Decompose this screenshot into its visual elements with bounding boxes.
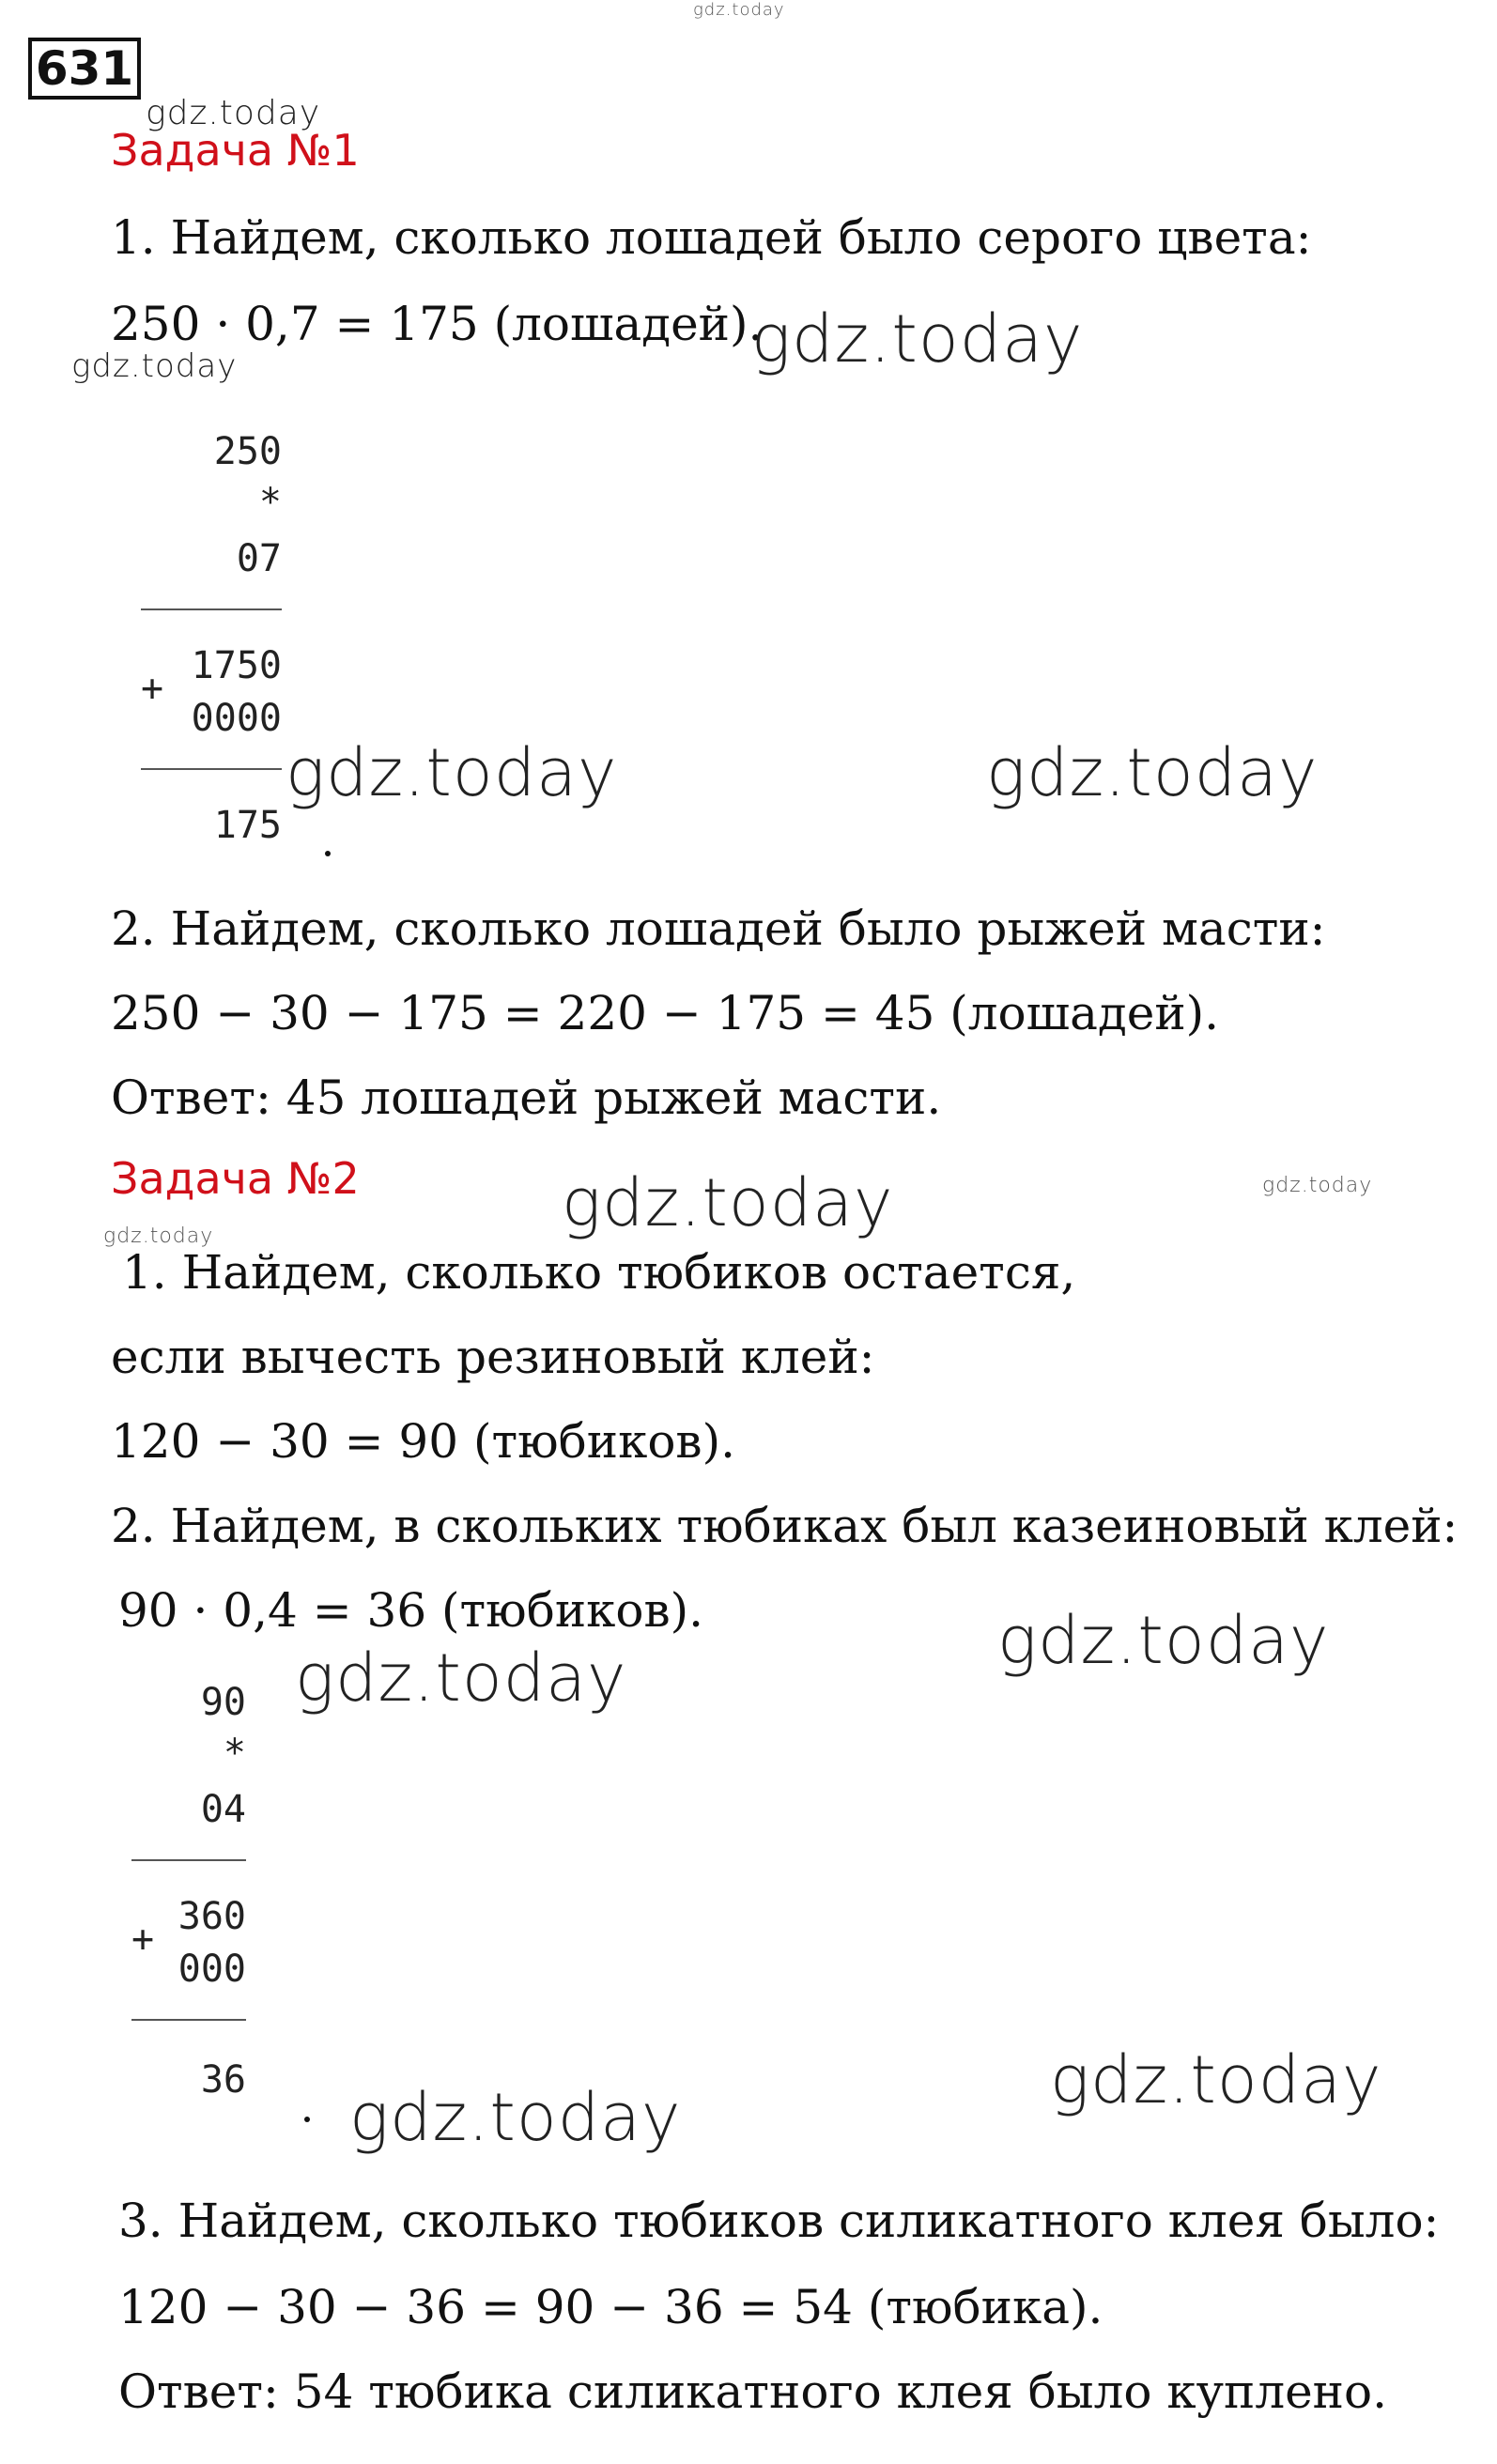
calc-2-result: 36 — [200, 2058, 246, 2102]
calc-1-plus: + — [141, 667, 164, 710]
calc-1-multiplicand: 250 — [213, 430, 282, 473]
calc-2-plus: + — [131, 1917, 155, 1961]
task-2-title: Задача №2 — [111, 1153, 360, 1204]
calc-2-partial-2: 000 — [177, 1948, 246, 1991]
watermark: gdz.today — [146, 94, 321, 132]
task-1-title: Задача №1 — [111, 125, 360, 176]
calc-2-partial-1: 360 — [177, 1895, 246, 1938]
task-1-answer: Ответ: 45 лошадей рыжей масти. — [111, 1070, 942, 1125]
task-2-equation-1: 120 − 30 = 90 (тюбиков). — [111, 1414, 735, 1469]
watermark: gdz.today — [71, 347, 238, 385]
task-2-equation-2: 90 · 0,4 = 36 (тюбиков). — [118, 1583, 704, 1638]
calc-2-multiplicand: 90 — [200, 1681, 246, 1724]
task-2-step-2: 2. Найдем, в скольких тюбиках был казеиновый клей: — [111, 1499, 1458, 1553]
watermark: gdz.today — [286, 734, 618, 811]
calc-1-partial-2: 0000 — [191, 697, 282, 740]
task-2-step-3: 3. Найдем, сколько тюбиков силикатного клея было: — [118, 2194, 1440, 2248]
watermark: gdz.today — [349, 2079, 682, 2156]
calc-2-rule — [131, 2019, 246, 2021]
calc-1-multiplier: 07 — [236, 537, 282, 580]
task-1-step-1: 1. Найдем, сколько лошадей было серого цвета: — [111, 210, 1312, 265]
task-2-equation-3: 120 − 30 − 36 = 90 − 36 = 54 (тюбика). — [118, 2280, 1103, 2334]
calc-1-partial-1: 1750 — [191, 644, 282, 687]
task-2-step-1: 1. Найдем, сколько тюбиков остается, — [122, 1245, 1076, 1300]
problem-number: 631 — [28, 38, 141, 100]
task-2-answer: Ответ: 54 тюбика силикатного клея было куплено. — [118, 2364, 1388, 2419]
calc-1-rule — [141, 768, 282, 770]
task-1-step-2: 2. Найдем, сколько лошадей было рыжей масти: — [111, 901, 1326, 956]
watermark: gdz.today — [986, 734, 1319, 811]
calc-2-multiplier: 04 — [200, 1788, 246, 1831]
calc-2-rule — [131, 1859, 246, 1861]
watermark: gdz.today — [295, 1640, 627, 1717]
dot-mark — [304, 2117, 310, 2122]
task-2-step-1-cont: если вычесть резиновый клей: — [111, 1330, 875, 1384]
task-1-equation-1: 250 · 0,7 = 175 (лошадей). — [111, 297, 764, 351]
calc-1-rule — [141, 608, 282, 610]
watermark: gdz.today — [751, 300, 1084, 377]
watermark: gdz.today — [997, 1602, 1330, 1679]
calc-1-operator: * — [258, 481, 282, 524]
watermark: gdz.today — [693, 0, 785, 20]
dot-mark — [325, 851, 331, 856]
watermark: gdz.today — [562, 1164, 894, 1241]
watermark: gdz.today — [1262, 1174, 1373, 1197]
calc-1-result: 175 — [213, 804, 282, 847]
watermark: gdz.today — [1050, 2041, 1382, 2118]
task-1-equation-2: 250 − 30 − 175 = 220 − 175 = 45 (лошадей). — [111, 986, 1220, 1040]
calc-2-operator: * — [223, 1732, 246, 1775]
watermark: gdz.today — [103, 1224, 214, 1248]
